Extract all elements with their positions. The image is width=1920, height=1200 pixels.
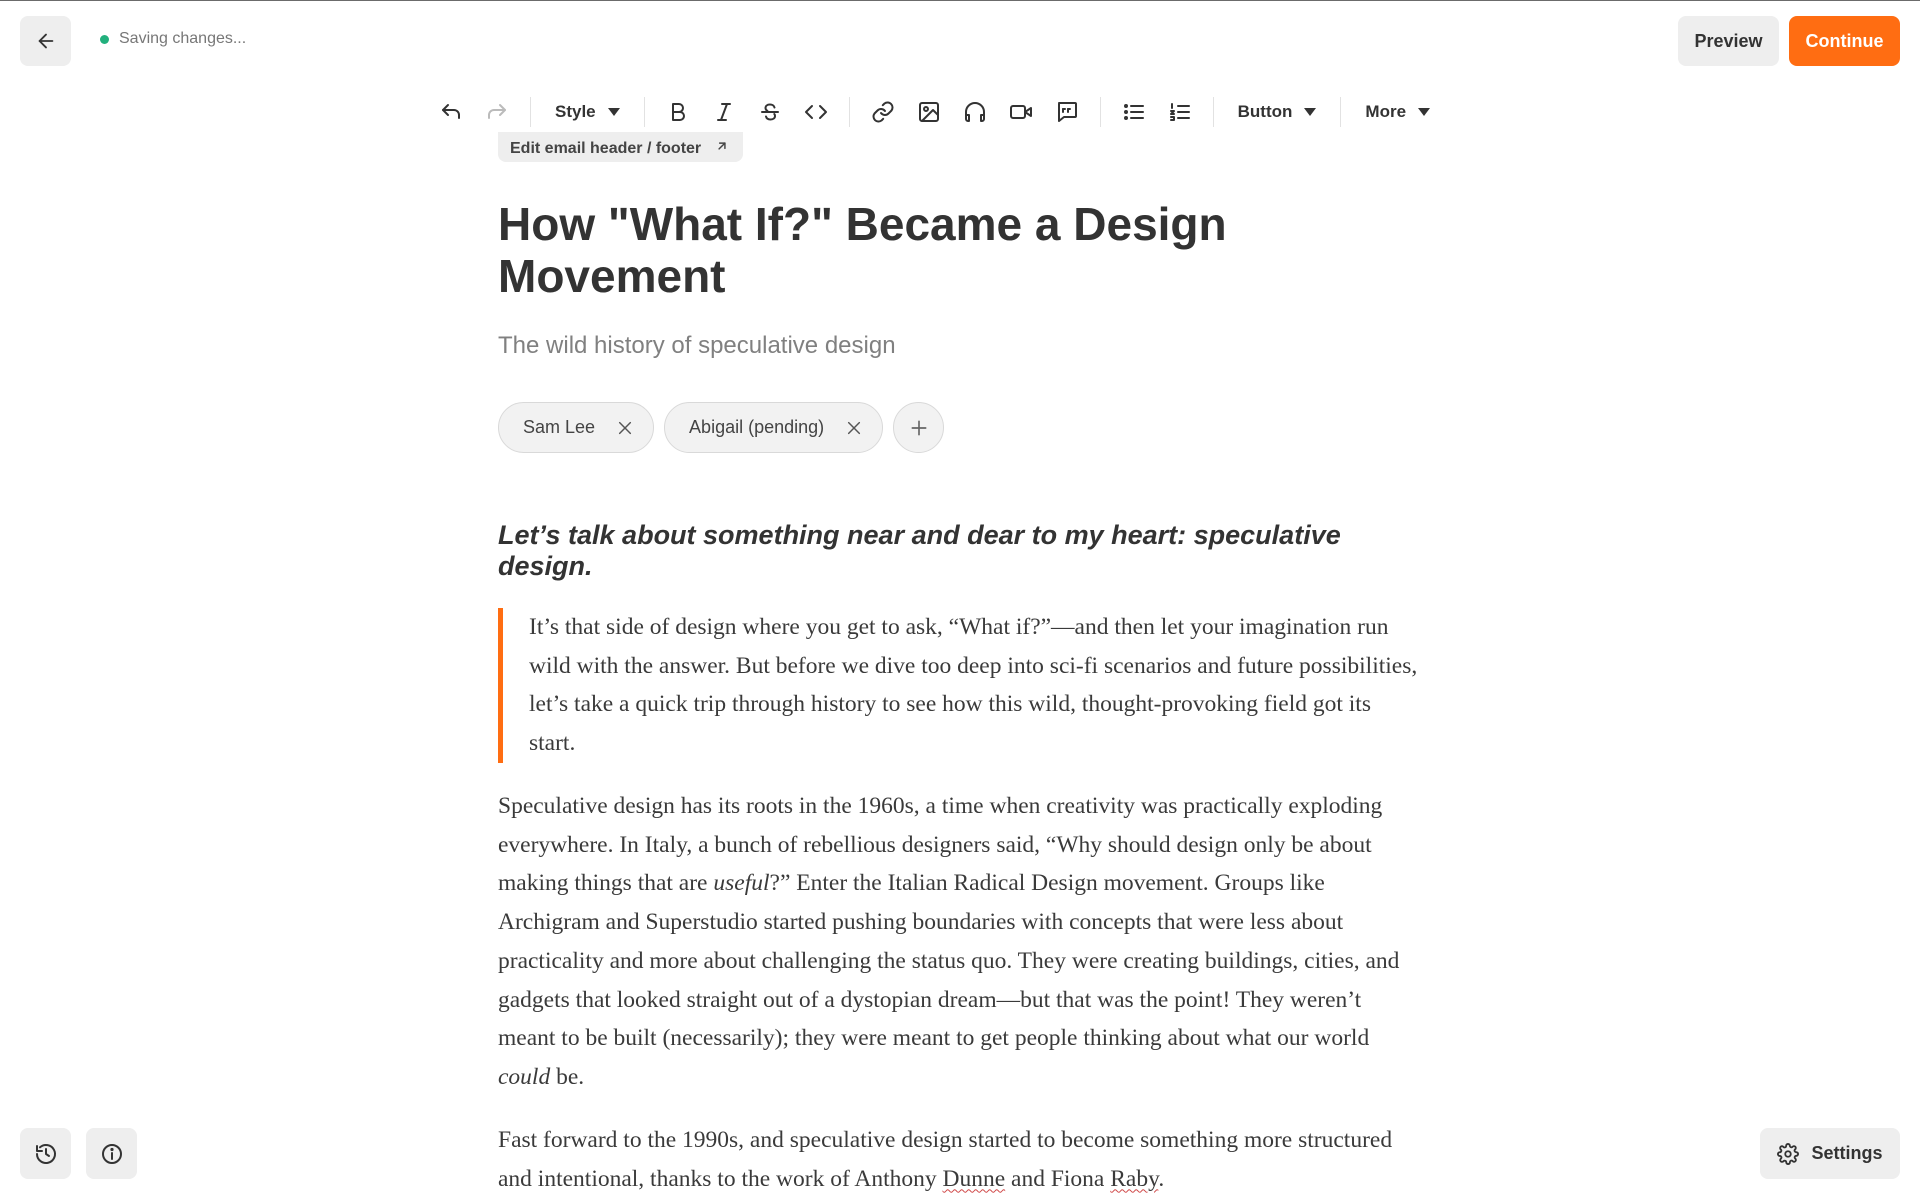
text-run: Speculative design has its roots in the 1960s, a time when creativity was practically exploding everywhere. In Italy, a bunch of rebellious designers said, “Why should design only be about making things that are [498, 793, 1383, 897]
remove-author-button[interactable] [844, 418, 864, 438]
save-status [100, 30, 246, 48]
toolbar-divider [849, 97, 850, 127]
quote-button[interactable] [1044, 88, 1090, 136]
strikethrough-button[interactable] [747, 88, 793, 136]
author-chip[interactable] [498, 402, 654, 453]
toolbar-divider [1100, 97, 1101, 127]
numbered-list-icon [1168, 100, 1192, 124]
bullet-list-icon [1122, 100, 1146, 124]
close-icon [846, 420, 862, 436]
audio-icon [963, 100, 987, 124]
strikethrough-icon [758, 100, 782, 124]
lede-paragraph[interactable]: Let’s talk about something near and dear to my heart: speculative design. [498, 520, 1341, 581]
text-run: . [1158, 1165, 1165, 1192]
text-run: and Fiona [1005, 1165, 1111, 1192]
more-dropdown[interactable] [1351, 88, 1444, 136]
text-run: Fast forward to the 1990s, and speculative design started to become something more structured and intentional, thanks to the work of Anthony [498, 1127, 1393, 1192]
more-dropdown-label: More [1365, 102, 1407, 121]
preview-button[interactable]: Preview [1678, 16, 1779, 66]
redo-button[interactable] [474, 88, 520, 136]
image-icon [917, 100, 941, 124]
author-list [498, 402, 944, 453]
post-title[interactable]: How "What If?" Became a Design Movement [498, 198, 1227, 302]
style-dropdown[interactable] [541, 88, 634, 136]
toolbar-divider [1340, 97, 1341, 127]
blockquote[interactable]: It’s that side of design where you get to ask, “What if?”—and then let your imagination run wild with the answer. But before we dive too deep into sci-fi scenarios and future possibilities, let’s take a quick trip through history to see how this wild, thought-provoking field got its start. [498, 608, 1418, 763]
numbered-list-button[interactable] [1157, 88, 1203, 136]
toolbar-divider [530, 97, 531, 127]
back-button[interactable] [20, 16, 71, 66]
editor-toolbar [428, 88, 1444, 136]
button-dropdown[interactable] [1224, 88, 1331, 136]
continue-button[interactable]: Continue [1789, 16, 1900, 66]
body-paragraph[interactable] [498, 787, 1418, 1097]
settings-button[interactable] [1760, 1128, 1900, 1179]
undo-icon [439, 100, 463, 124]
quote-bubble-icon [1055, 100, 1079, 124]
bullet-list-button[interactable] [1111, 88, 1157, 136]
history-icon [34, 1142, 58, 1166]
plus-icon [909, 418, 929, 438]
video-icon [1009, 100, 1033, 124]
toolbar-divider [1213, 97, 1214, 127]
edit-header-footer-label: Edit email header / footer [510, 140, 702, 157]
arrow-up-right-icon [715, 138, 729, 160]
toolbar-divider [644, 97, 645, 127]
arrow-left-icon [35, 30, 57, 52]
audio-button[interactable] [952, 88, 998, 136]
italic-button[interactable] [701, 88, 747, 136]
italic-word: could [498, 1063, 551, 1090]
video-button[interactable] [998, 88, 1044, 136]
image-button[interactable] [906, 88, 952, 136]
undo-button[interactable] [428, 88, 474, 136]
caret-down-icon [1418, 108, 1430, 116]
gear-icon [1777, 1143, 1799, 1165]
author-name: Sam Lee [523, 417, 596, 437]
code-button[interactable] [793, 88, 839, 136]
settings-label: Settings [1811, 1143, 1883, 1163]
author-name: Abigail (pending) [689, 417, 825, 437]
italic-icon [712, 100, 736, 124]
redo-icon [485, 100, 509, 124]
body-paragraph[interactable] [498, 1121, 1418, 1198]
close-icon [617, 420, 633, 436]
bold-button[interactable] [655, 88, 701, 136]
text-run: ?” Enter the Italian Radical Design movement. Groups like Archigram and Superstudio started pushing boundaries with concepts that were less about practicality and more about challenging the status quo. They were creating buildings, cities, and gadgets that looked straight out of a dystopian dream—but that was the point! They weren’t meant to be built (necessarily); they were meant to get people thinking about what our world [498, 870, 1400, 1052]
status-text: Saving changes... [119, 30, 247, 47]
remove-author-button[interactable] [615, 418, 635, 438]
bold-icon [666, 100, 690, 124]
link-button[interactable] [860, 88, 906, 136]
style-dropdown-label: Style [555, 102, 596, 121]
history-button[interactable] [20, 1128, 71, 1179]
link-icon [871, 100, 895, 124]
author-chip[interactable] [664, 402, 883, 453]
edit-header-footer-button[interactable] [498, 132, 743, 162]
info-icon [100, 1142, 124, 1166]
status-dot-icon [100, 35, 109, 44]
text-run: be. [550, 1063, 585, 1090]
italic-word: useful [713, 870, 770, 897]
caret-down-icon [1304, 108, 1316, 116]
code-icon [804, 100, 828, 124]
add-author-button[interactable] [893, 402, 944, 453]
post-subtitle[interactable]: The wild history of speculative design [498, 332, 896, 359]
caret-down-icon [608, 108, 620, 116]
window-top-border [0, 0, 1920, 1]
spellcheck-word: Raby [1110, 1165, 1159, 1192]
spellcheck-word: Dunne [942, 1165, 1006, 1192]
button-dropdown-label: Button [1237, 102, 1293, 121]
info-button[interactable] [86, 1128, 137, 1179]
